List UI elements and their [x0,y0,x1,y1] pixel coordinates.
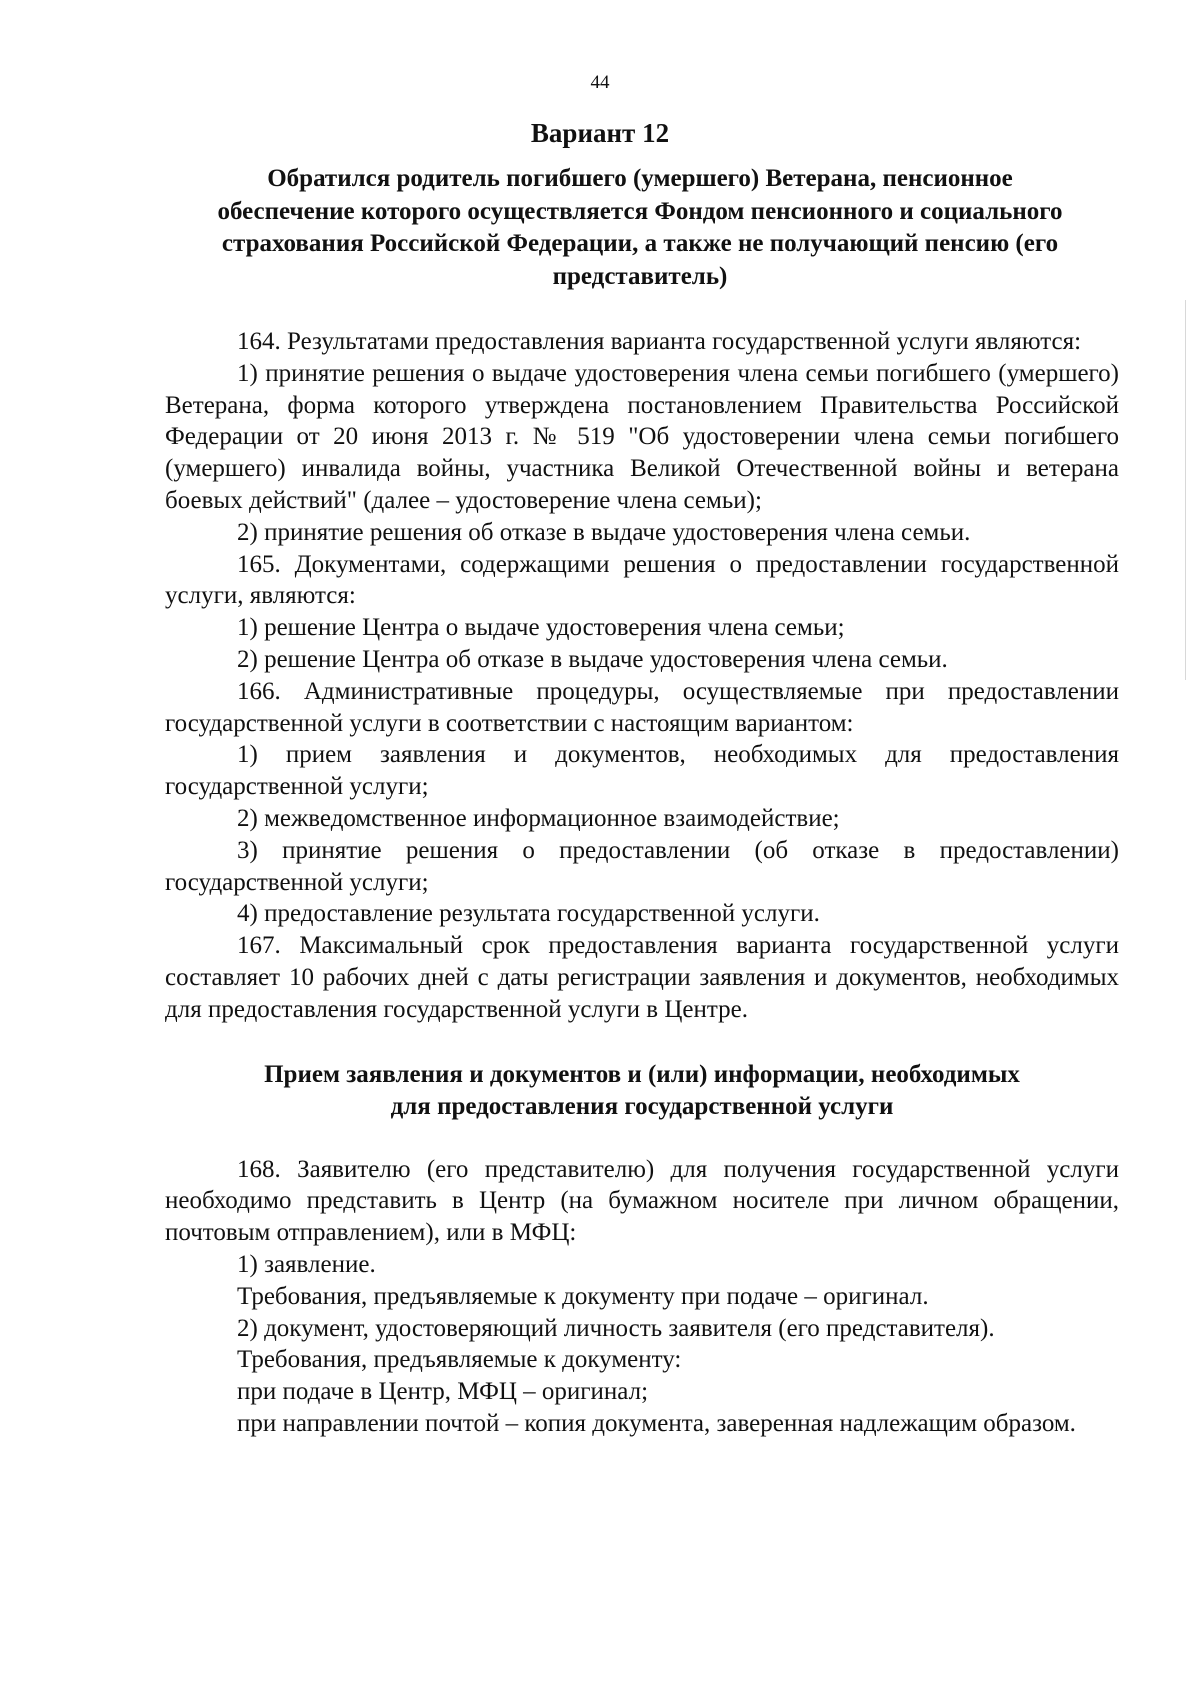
paragraph-166-item-3: 3) принятие решения о предоставлении (об отказе в предоставлении) государственной услуги; [165,836,1119,896]
paragraph-168-requirements-heading: Требования, предъявляемые к документу: [237,1346,682,1374]
paragraph-168-item-2: 2) документ, удостоверяющий личность заявителя (его представителя). [237,1314,995,1342]
section-heading-line-2: для предоставления государственной услуги [390,1093,894,1121]
paragraph-165: 165. Документами, содержащими решения о предоставлении государственной услуги, являются: [165,550,1119,610]
paragraph-166: 166. Административные процедуры, осуществляемые при предоставлении государственной услуги в соответствии с настоящим вариантом: [165,677,1119,737]
paragraph-167: 167. Максимальный срок предоставления варианта государственной услуги составляет 10 рабочих дней с даты регистрации заявления и документов, необходимых для предоставления государственной услуги в Центре. [165,932,1119,1023]
paragraph-165-item-1: 1) решение Центра о выдаче удостоверения члена семьи; [237,614,845,642]
paragraph-164-item-2: 2) принятие решения об отказе в выдаче удостоверения члена семьи. [237,518,971,546]
paragraph-164: 164. Результатами предоставления варианта государственной услуги являются: [237,328,1082,355]
paragraph-165-item-2: 2) решение Центра об отказе в выдаче удостоверения члена семьи. [237,645,948,673]
paragraph-166-item-1: 1) прием заявления и документов, необходимых для предоставления государственной услуги; [165,741,1119,801]
document-body [165,326,1119,1440]
variant-title: Вариант 12 [530,118,670,148]
scan-edge-line [1185,300,1186,680]
page-number: 44 [590,72,610,93]
section-heading-line-1: Прием заявления и документов и (или) информации, необходимых [264,1060,1020,1088]
paragraph-168-item-1: 1) заявление. [237,1250,376,1278]
paragraph-168-requirement-post: при направлении почтой – копия документа, заверенная надлежащим образом. [237,1409,1076,1437]
paragraph-168-requirement-center: при подаче в Центр, МФЦ – оригинал; [237,1378,649,1406]
paragraph-166-item-2: 2) межведомственное информационное взаимодействие; [237,804,840,832]
variant-subtitle: Обратился родитель погибшего (умершего) Ветерана, пенсионное обеспечение которого осуществляется Фондом пенсионного и социального страхования Российской Федерации, а также не получающий пенсию (его представитель) [217,165,1063,290]
paragraph-164-item-1: 1) принятие решения о выдаче удостоверения члена семьи погибшего (умершего) Ветерана, форма которого утверждена постановлением Правительства Российской Федерации от 20 июня 2013 г. № 519 "Об удостоверении члена семьи погибшего (умершего) инвалида войны, участника Великой Отечественной войны и ветерана боевых действий" (далее – удостоверение члена семьи); [165,359,1119,514]
section-heading [165,1059,1119,1124]
paragraph-166-item-4: 4) предоставление результата государственной услуги. [237,900,820,928]
paragraph-168: 168. Заявителю (его представителю) для получения государственной услуги необходимо представить в Центр (на бумажном носителе при личном обращении, почтовым отправлением), или в МФЦ: [165,1155,1119,1247]
paragraph-168-requirement-1: Требования, предъявляемые к документу при подаче – оригинал. [237,1282,929,1310]
